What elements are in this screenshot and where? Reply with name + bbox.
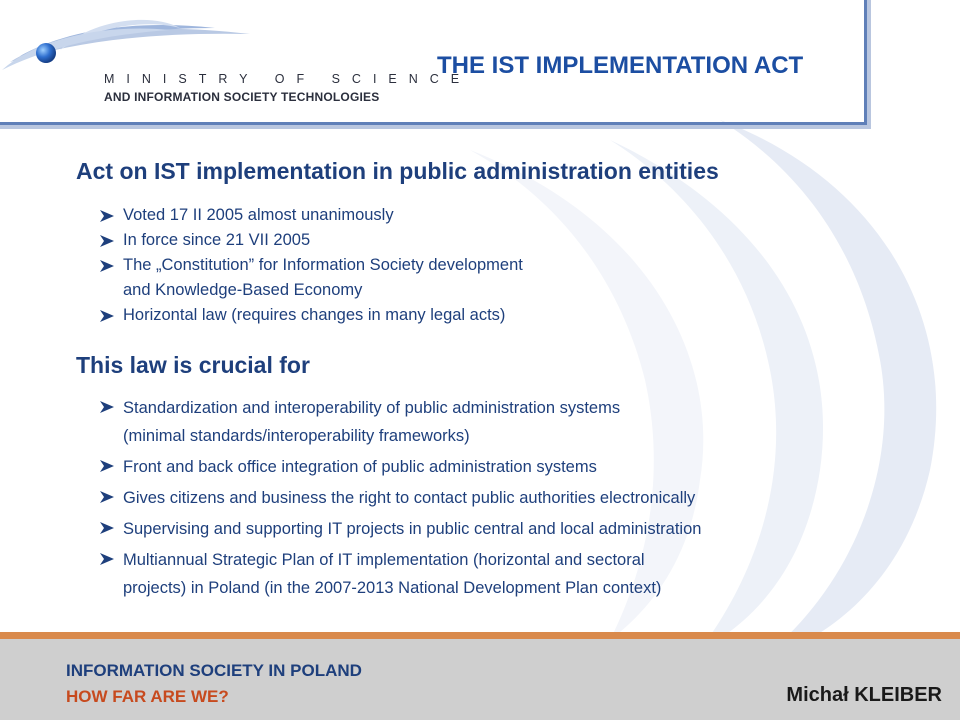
footer-divider — [0, 632, 960, 639]
footer-subtitle: HOW FAR ARE WE? — [66, 687, 229, 706]
logo-ministry-text: MINISTRY OF SCIENCE — [104, 72, 472, 86]
list-item: Supervising and supporting IT projects in public central and local administration — [100, 515, 701, 543]
arrow-bullet-icon — [100, 401, 114, 413]
arrow-bullet-icon — [100, 235, 114, 247]
arrow-bullet-icon — [100, 210, 114, 222]
list-item: Front and back office integration of public administration systems — [100, 453, 701, 481]
section-heading-crucial: This law is crucial for — [76, 352, 310, 378]
arrow-bullet-icon — [100, 310, 114, 322]
list-item: Multiannual Strategic Plan of IT implementation (horizontal and sectoral projects) in Poland (in the 2007-2013 National Development Plan context) — [100, 546, 701, 602]
logo-subtitle-text: AND INFORMATION SOCIETY TECHNOLOGIES — [104, 90, 380, 104]
arrow-bullet-icon — [100, 260, 114, 272]
list-item: Standardization and interoperability of public administration systems (minimal standards/interoperability frameworks) — [100, 394, 701, 450]
arrow-bullet-icon — [100, 491, 114, 503]
list-item: The „Constitution” for Information Society development and Knowledge-Based Economy — [100, 253, 523, 303]
footer-author: Michał KLEIBER — [786, 684, 942, 706]
section-heading-act: Act on IST implementation in public administration entities — [76, 158, 719, 184]
list-item: Voted 17 II 2005 almost unanimously — [100, 203, 523, 228]
list-item: Gives citizens and business the right to contact public authorities electronically — [100, 484, 701, 512]
arrow-bullet-icon — [100, 553, 114, 565]
list-item: Horizontal law (requires changes in many legal acts) — [100, 303, 523, 328]
slide-title: THE IST IMPLEMENTATION ACT — [437, 52, 804, 79]
arrow-bullet-icon — [100, 522, 114, 534]
arrow-bullet-icon — [100, 460, 114, 472]
list-item: In force since 21 VII 2005 — [100, 228, 523, 253]
act-facts-list — [100, 203, 523, 328]
footer-title: INFORMATION SOCIETY IN POLAND — [66, 661, 362, 680]
crucial-for-list — [100, 394, 701, 605]
